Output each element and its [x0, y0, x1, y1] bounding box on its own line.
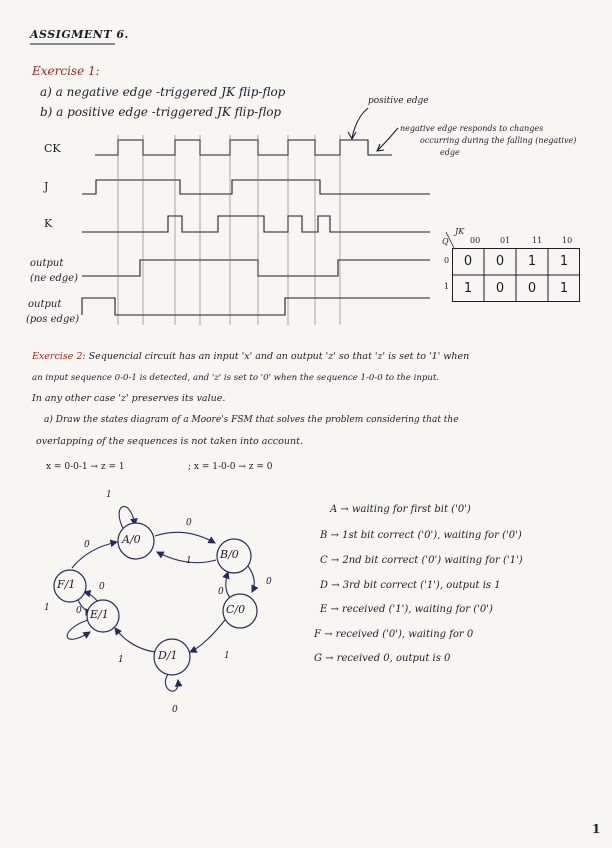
sequence-100: ; x = 1-0-0 → z = 0 — [188, 462, 273, 472]
state-e: E/1 — [90, 608, 109, 621]
edge-label-a-b: 0 — [186, 518, 192, 528]
kmap-cell-1-3: 1 — [559, 281, 569, 296]
exercise-1-item-a: a) a negative edge -triggered JK flip-flop — [40, 85, 286, 99]
signal-label-output-pos-1: output — [28, 299, 62, 310]
kmap-row-1: 1 — [444, 282, 450, 291]
kmap-cell-0-0: 0 — [463, 254, 473, 269]
exercise-2-line3: In any other case 'z' preserves its value. — [32, 393, 226, 404]
negative-edge-note-line3: edge — [440, 148, 460, 157]
state-c: C/0 — [226, 603, 246, 616]
negative-edge-note-line2: occurring during the falling (negative) — [420, 136, 577, 145]
legend-e: E → received ('1'), waiting for ('0') — [320, 604, 493, 615]
legend-g: G → received 0, output is 0 — [314, 653, 451, 664]
positive-edge-note: positive edge — [368, 96, 429, 106]
kmap-col-10: 10 — [562, 236, 573, 245]
state-b: B/0 — [220, 548, 239, 561]
kmap-col-00: 00 — [470, 236, 481, 245]
signal-label-output-neg-1: output — [30, 258, 64, 269]
edge-label-a-self: 1 — [106, 490, 112, 500]
kmap-cell-1-1: 0 — [495, 281, 505, 296]
kmap-cell-1-2: 0 — [527, 281, 537, 296]
edge-label-d-e: 1 — [118, 655, 124, 665]
legend-c: C → 2nd bit correct ('0') waiting for ('1') — [320, 555, 523, 566]
edge-label-d-self: 0 — [172, 705, 178, 715]
negative-edge-note-line1: negative edge responds to changes — [400, 124, 544, 133]
edge-label-b-a: 1 — [186, 556, 192, 566]
kmap-col-01: 01 — [500, 236, 511, 245]
exercise-1-heading: Exercise 1: — [32, 64, 100, 78]
legend-b: B → 1st bit correct ('0'), waiting for ('0') — [320, 530, 522, 541]
kmap-label-q: Q — [442, 237, 449, 246]
kmap-col-11: 11 — [532, 236, 543, 245]
edge-label-f-e: 0 — [76, 606, 82, 616]
state-d: D/1 — [158, 649, 178, 662]
edge-label-c-b: 0 — [218, 587, 224, 597]
edge-label-c-d: 1 — [224, 651, 230, 661]
legend-a: A → waiting for first bit ('0') — [330, 504, 471, 515]
signal-label-output-pos-2: (pos edge) — [26, 314, 80, 325]
exercise-2-line4: a) Draw the states diagram of a Moore's FSM that solves the problem considering that the — [44, 415, 459, 425]
page-number: 1 — [592, 822, 601, 836]
signal-label-k: K — [44, 217, 53, 230]
exercise-2-line1-text: Sequencial circuit has an input 'x' and an output 'z' so that 'z' is set to '1' when — [88, 351, 470, 362]
exercise-2-line2: an input sequence 0-0-1 is detected, and 'z' is set to '0' when the sequence 1-0-0 to the input. — [32, 373, 440, 383]
legend-d: D → 3rd bit correct ('1'), output is 1 — [320, 580, 501, 591]
kmap-row-0: 0 — [444, 256, 450, 265]
kmap-cell-1-0: 1 — [463, 281, 473, 296]
edge-label-e-self: 1 — [44, 603, 50, 613]
exercise-2-heading: Exercise 2: — [32, 351, 86, 362]
signal-label-j: J — [44, 180, 49, 193]
kmap-label-jk: JK — [455, 227, 465, 236]
kmap-cell-0-2: 1 — [527, 254, 537, 269]
state-a: A/0 — [122, 533, 141, 546]
edge-label-f-a: 0 — [84, 540, 90, 550]
edge-label-b-c: 0 — [266, 577, 272, 587]
kmap-cell-0-3: 1 — [559, 254, 569, 269]
exercise-2-line5: overlapping of the sequences is not taken into account. — [36, 436, 303, 447]
signal-label-output-neg-2: (ne edge) — [30, 273, 78, 284]
signal-label-ck: CK — [44, 142, 61, 155]
edge-label-e-f: 0 — [99, 582, 105, 592]
legend-f: F → received ('0'), waiting for 0 — [314, 629, 474, 640]
exercise-1-item-b: b) a positive edge -triggered JK flip-flop — [40, 105, 282, 119]
kmap-cell-0-1: 0 — [495, 254, 505, 269]
state-f: F/1 — [57, 578, 76, 591]
sequence-001: x = 0-0-1 → z = 1 — [46, 462, 125, 472]
assignment-title: ASSIGMENT 6. — [30, 28, 129, 41]
